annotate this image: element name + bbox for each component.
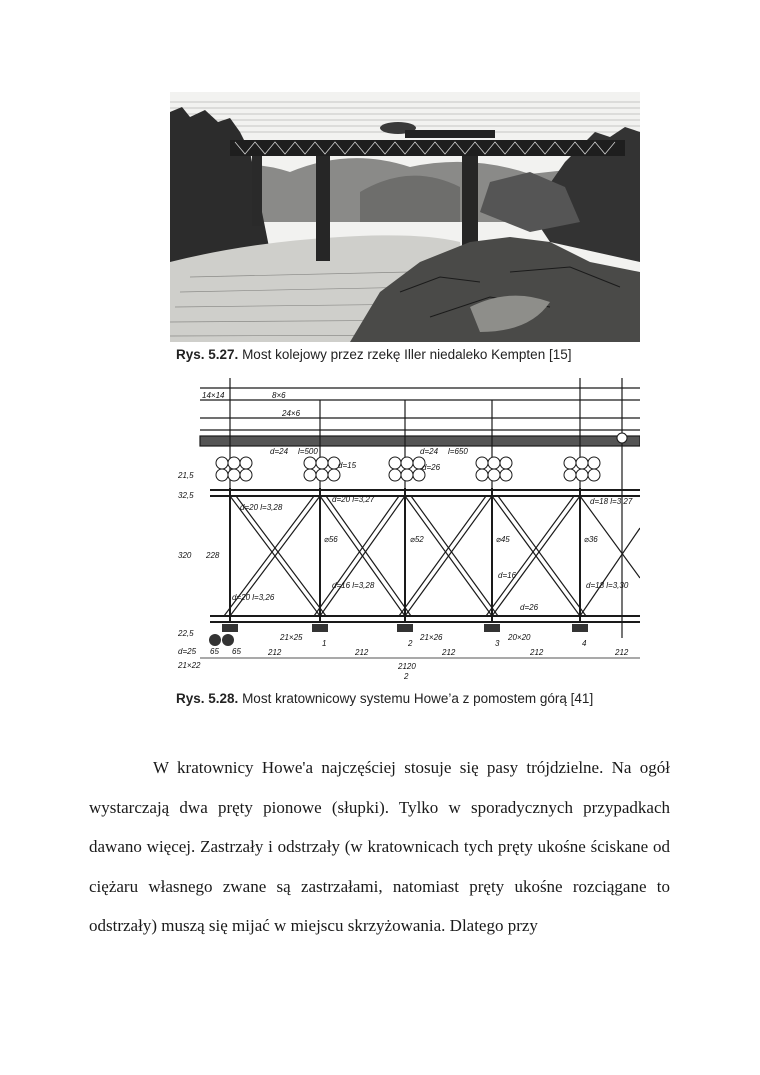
label-top-chord: 14×14	[202, 391, 225, 400]
label-dia-52: ⌀52	[410, 535, 424, 544]
figure-howe-truss-drawing	[170, 378, 640, 683]
label-dim-215: 21,5	[178, 471, 194, 480]
label-node-2: 2	[408, 639, 413, 648]
figure-caption-text: Most kolejowy przez rzekę Iller niedaleko Kempten [15]	[242, 347, 572, 362]
label-dia-56: ⌀56	[324, 535, 338, 544]
label-rail-2: 24×6	[282, 409, 301, 418]
figure-caption-5-28	[176, 691, 593, 706]
label-dia-36: ⌀36	[584, 535, 598, 544]
label-rod-d18-l330: d=18 l=3,30	[586, 581, 629, 590]
label-dim-228: 228	[206, 551, 220, 560]
label-sec-20x20: 20×20	[508, 633, 531, 642]
label-bolt-l500: l=500	[298, 447, 318, 456]
label-rod-d16-l328: d=16 l=3,28	[332, 581, 375, 590]
label-dim-65a: 65	[210, 647, 219, 656]
label-node-1: 1	[322, 639, 327, 648]
label-node-4: 4	[582, 639, 587, 648]
label-rod-d16: d=16	[498, 571, 517, 580]
figure-number: Rys. 5.28.	[176, 691, 239, 706]
label-sec-21x26: 21×26	[420, 633, 443, 642]
label-sec-21x25: 21×25	[280, 633, 303, 642]
label-panel-2: 212	[355, 648, 369, 657]
label-panel-5: 212	[615, 648, 629, 657]
label-bolt-d24: d=24	[270, 447, 289, 456]
label-sec-21x22: 21×22	[178, 661, 201, 670]
label-rod-d18-l327: d=18 l=3,27	[590, 497, 633, 506]
label-dim-65b: 65	[232, 647, 241, 656]
label-bolt-d15: d=15	[338, 461, 357, 470]
label-rod-d20-l328: d=20 l=3,28	[240, 503, 283, 512]
label-dim-320: 320	[178, 551, 192, 560]
label-panel-1: 212	[268, 648, 282, 657]
label-dim-325: 32,5	[178, 491, 194, 500]
label-rod-d26: d=26	[520, 603, 539, 612]
label-panel-4: 212	[530, 648, 544, 657]
body-paragraph: W kratownicy Howe'a najczęściej stosuje się pasy trójdzielne. Na ogół wystarczają dwa pręty pionowe (słupki). Tylko w sporadycznych przypadkach dawano więcej. Zastrzały i odstrzały (w kratownicach tych pręty ukośne ściskane od ciężaru własnego zwane są zastrzałami, natomiast pręty ukośne rozciągane to odstrzały) muszą się mijać w miejscu skrzyżowania. Dlatego przy	[89, 758, 670, 936]
label-bolt-d25: d=25	[178, 647, 197, 656]
figure-caption-text: Most kratownicowy systemu Howe’a z pomostem górą [41]	[242, 691, 594, 706]
label-rod-d20-l326: d=20 l=3,26	[232, 593, 275, 602]
label-node-3: 3	[495, 639, 500, 648]
label-dim-225: 22,5	[178, 629, 194, 638]
label-bolt-d24b: d=24	[420, 447, 439, 456]
figure-caption-5-27	[176, 347, 571, 362]
label-dia-45: ⌀45	[496, 535, 510, 544]
label-bolt-d26: d=26	[422, 463, 441, 472]
label-rod-d20-l327: d=20 l=3,27	[332, 495, 375, 504]
label-total-span: 2120	[398, 662, 416, 671]
figure-number: Rys. 5.27.	[176, 347, 239, 362]
label-bolt-l650: l=650	[448, 447, 468, 456]
label-half: 2	[404, 672, 409, 681]
label-rail-1: 8×6	[272, 391, 286, 400]
figure-engraving-bridge	[170, 92, 640, 342]
label-panel-3: 212	[442, 648, 456, 657]
